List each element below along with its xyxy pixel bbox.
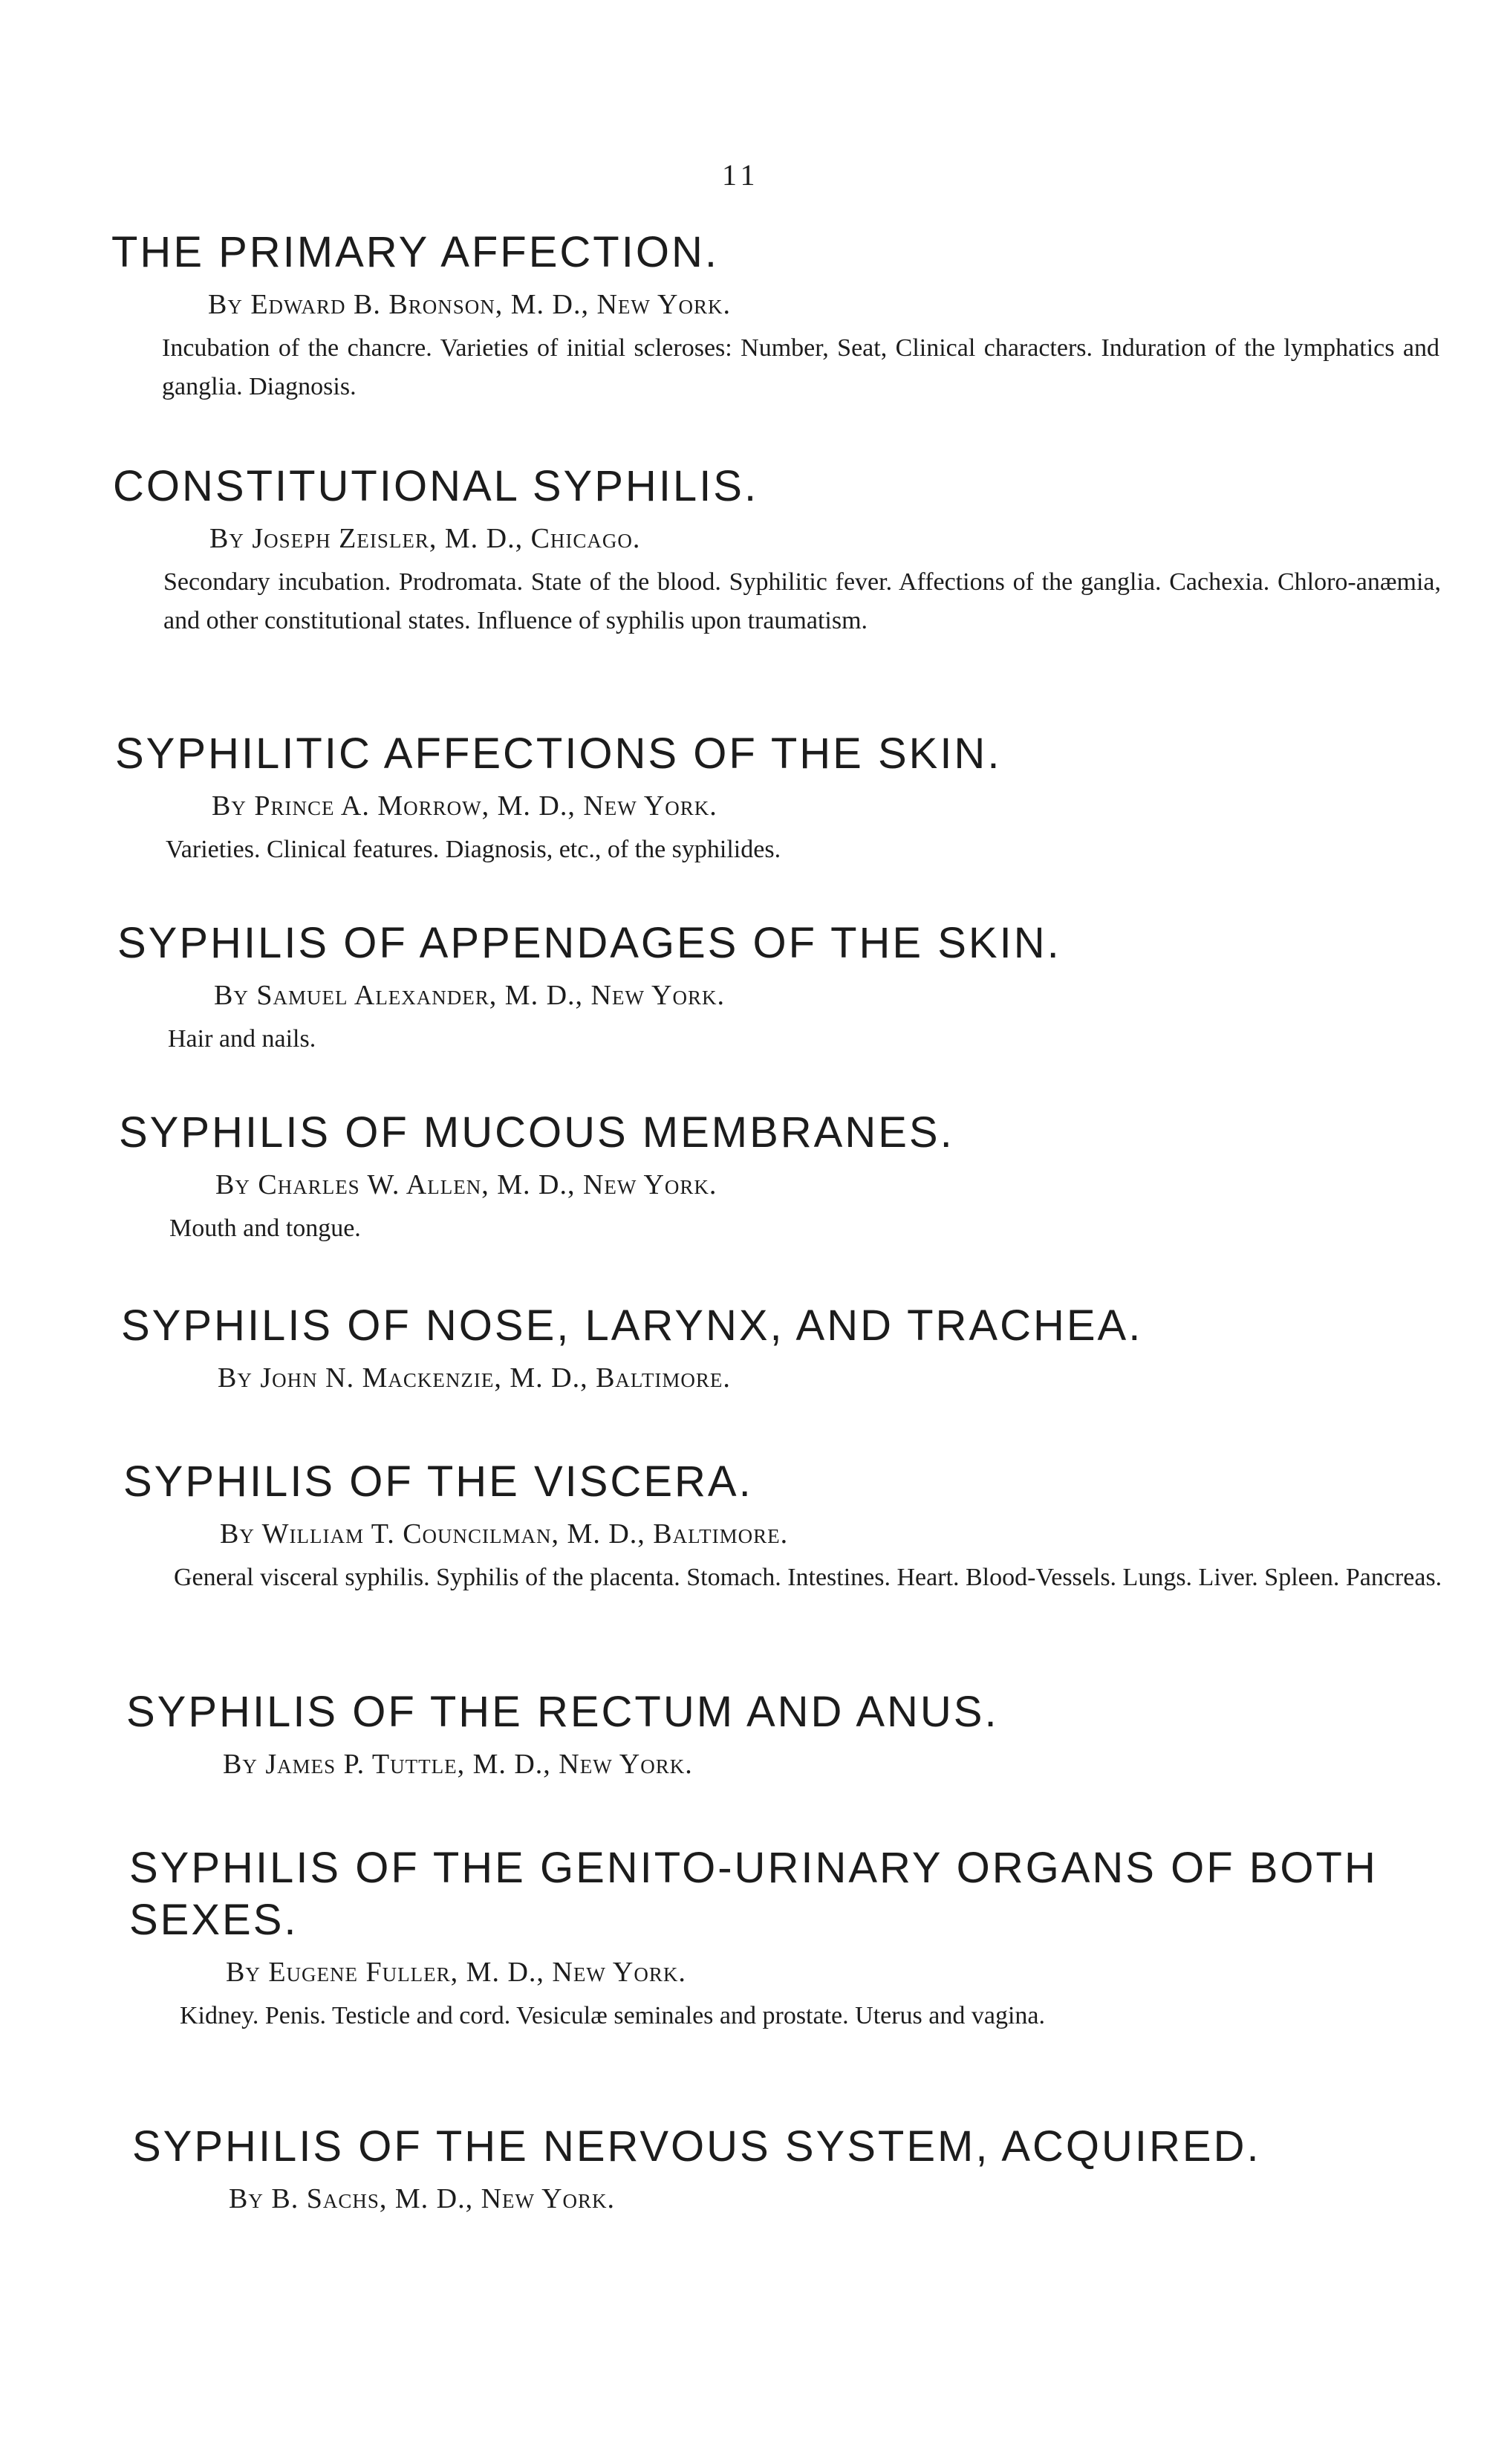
section-primary-affection xyxy=(111,227,1439,406)
section-author: By Edward B. Bronson, M. D., New York. xyxy=(208,289,731,320)
section-title: SYPHILIS OF THE VISCERA. xyxy=(123,1457,753,1506)
section-title: SYPHILIS OF THE GENITO-URINARY ORGANS OF BOTH SEXES. xyxy=(129,1844,1378,1944)
section-author: By William T. Councilman, M. D., Baltimore. xyxy=(220,1518,789,1550)
section-title: SYPHILITIC AFFECTIONS OF THE SKIN. xyxy=(115,729,1002,778)
section-topics: Mouth and tongue. xyxy=(169,1215,361,1242)
section-viscera xyxy=(123,1456,1451,1597)
section-genito-urinary xyxy=(129,1842,1457,2035)
section-topics: Varieties. Clinical features. Diagnosis, etc., of the syphilides. xyxy=(166,836,781,863)
section-author: By James P. Tuttle, M. D., New York. xyxy=(223,1749,693,1780)
section-topics: General visceral syphilis. Syphilis of the placenta. Stomach. Intestines. Heart. Blood-Vessels. Lungs. Liver. Spleen. Pancreas. xyxy=(174,1564,1442,1591)
section-title: CONSTITUTIONAL SYPHILIS. xyxy=(113,462,759,510)
section-topics: Incubation of the chancre. Varieties of initial scleroses: Number, Seat, Clinical characters. Induration of the lymphatics and ganglia. Diagnosis. xyxy=(162,334,1439,400)
section-mucous-membranes xyxy=(119,1107,1447,1248)
section-author: By John N. Mackenzie, M. D., Baltimore. xyxy=(218,1362,731,1394)
section-title: SYPHILIS OF APPENDAGES OF THE SKIN. xyxy=(117,919,1061,967)
section-title: SYPHILIS OF NOSE, LARYNX, AND TRACHEA. xyxy=(121,1301,1143,1350)
section-title: THE PRIMARY AFFECTION. xyxy=(111,228,719,276)
section-topics: Secondary incubation. Prodromata. State of the blood. Syphilitic fever. Affections of the ganglia. Cachexia. Chloro-anæmia, and other constitutional states. Influence of syphilis upon traumatism. xyxy=(163,568,1441,634)
section-topics: Kidney. Penis. Testicle and cord. Vesiculæ seminales and prostate. Uterus and vagina. xyxy=(180,2002,1045,2029)
section-title: SYPHILIS OF THE RECTUM AND ANUS. xyxy=(126,1688,999,1736)
section-nervous-system xyxy=(132,2121,1261,2217)
section-author: By Charles W. Allen, M. D., New York. xyxy=(215,1169,717,1200)
section-author: By Prince A. Morrow, M. D., New York. xyxy=(212,790,717,822)
page-number: 11 xyxy=(722,158,760,192)
section-rectum-anus xyxy=(126,1686,999,1783)
section-author: By Joseph Zeisler, M. D., Chicago. xyxy=(209,523,641,554)
section-title: SYPHILIS OF MUCOUS MEMBRANES. xyxy=(119,1108,954,1157)
section-appendages-skin xyxy=(117,917,1445,1059)
section-syphilitic-affections-skin xyxy=(115,728,1443,869)
section-author: By Samuel Alexander, M. D., New York. xyxy=(214,980,725,1011)
section-title: SYPHILIS OF THE NERVOUS SYSTEM, ACQUIRED. xyxy=(132,2122,1261,2171)
section-author: By B. Sachs, M. D., New York. xyxy=(229,2183,616,2214)
section-author: By Eugene Fuller, M. D., New York. xyxy=(226,1957,686,1988)
section-topics: Hair and nails. xyxy=(168,1025,316,1053)
section-constitutional-syphilis xyxy=(113,461,1441,640)
section-nose-larynx-trachea xyxy=(121,1300,1142,1397)
